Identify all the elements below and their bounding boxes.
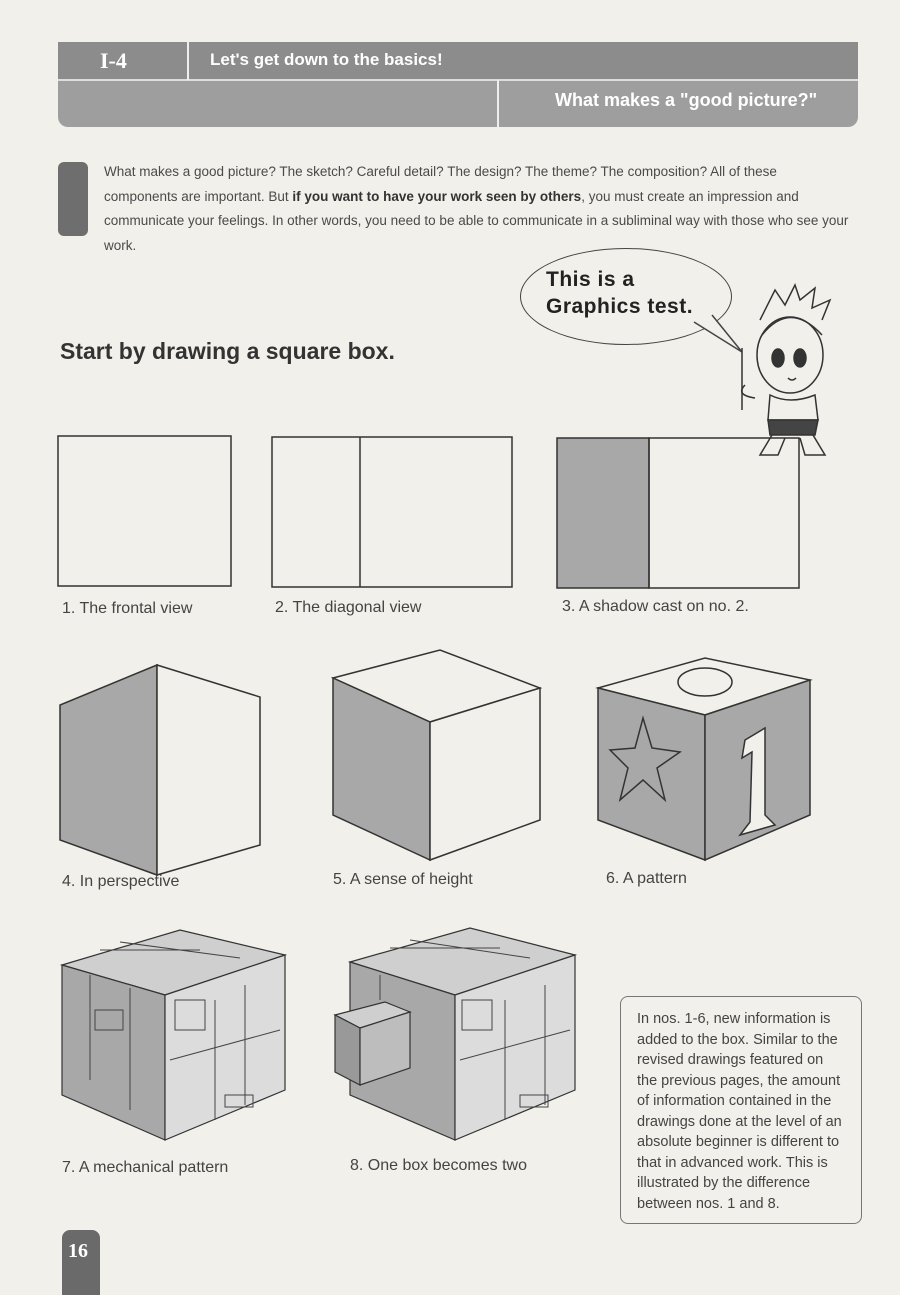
page-number: 16: [68, 1240, 88, 1262]
caption-7: 7. A mechanical pattern: [62, 1159, 229, 1176]
box-frontal-view: [58, 436, 231, 586]
box-with-pattern: [598, 658, 810, 860]
task-heading: Start by drawing a square box.: [60, 338, 395, 364]
box-in-perspective: [60, 665, 260, 875]
box-sense-of-height: [333, 650, 540, 860]
speech-line-1: This is a: [546, 268, 635, 291]
caption-3: 3. A shadow cast on no. 2.: [562, 598, 749, 615]
box-mechanical-pattern: [62, 930, 285, 1140]
caption-4: 4. In perspective: [62, 873, 180, 890]
section-title: Let's get down to the basics!: [210, 50, 443, 69]
info-box-text: In nos. 1-6, new information is added to the box. Similar to the revised drawings featured on the previous pages, the amount of information contained in the drawings done at the level of an absolute beginner is different to that in advanced work. This is illustrated by the difference between nos. 1 and 8.: [637, 1011, 842, 1212]
speech-line-2: Graphics test.: [546, 295, 694, 318]
box-with-shadow: [557, 438, 799, 588]
manga-character-illustration: [742, 285, 830, 455]
box-diagonal-view: [272, 437, 512, 587]
intro-text-end: , you must create an impression and communicate your feelings. In other words, you need to be able to communicate in a subliminal way with those who see your work.: [104, 188, 849, 253]
caption-1: 1. The frontal view: [62, 600, 193, 617]
caption-8: 8. One box becomes two: [350, 1157, 527, 1174]
box-one-becomes-two: [335, 928, 575, 1140]
intro-emphasis: if you want to have your work seen by others: [292, 188, 582, 204]
caption-5: 5. A sense of height: [333, 871, 473, 888]
chapter-number: I-4: [100, 48, 127, 73]
page-title: What makes a "good picture?": [555, 90, 818, 110]
speech-bubble-tail: [694, 315, 742, 352]
caption-6: 6. A pattern: [606, 870, 687, 887]
caption-2: 2. The diagonal view: [275, 599, 422, 616]
intro-text: What makes a good picture? The sketch? Careful detail? The design? The theme? The composition? All of these components are important. But: [104, 164, 777, 204]
